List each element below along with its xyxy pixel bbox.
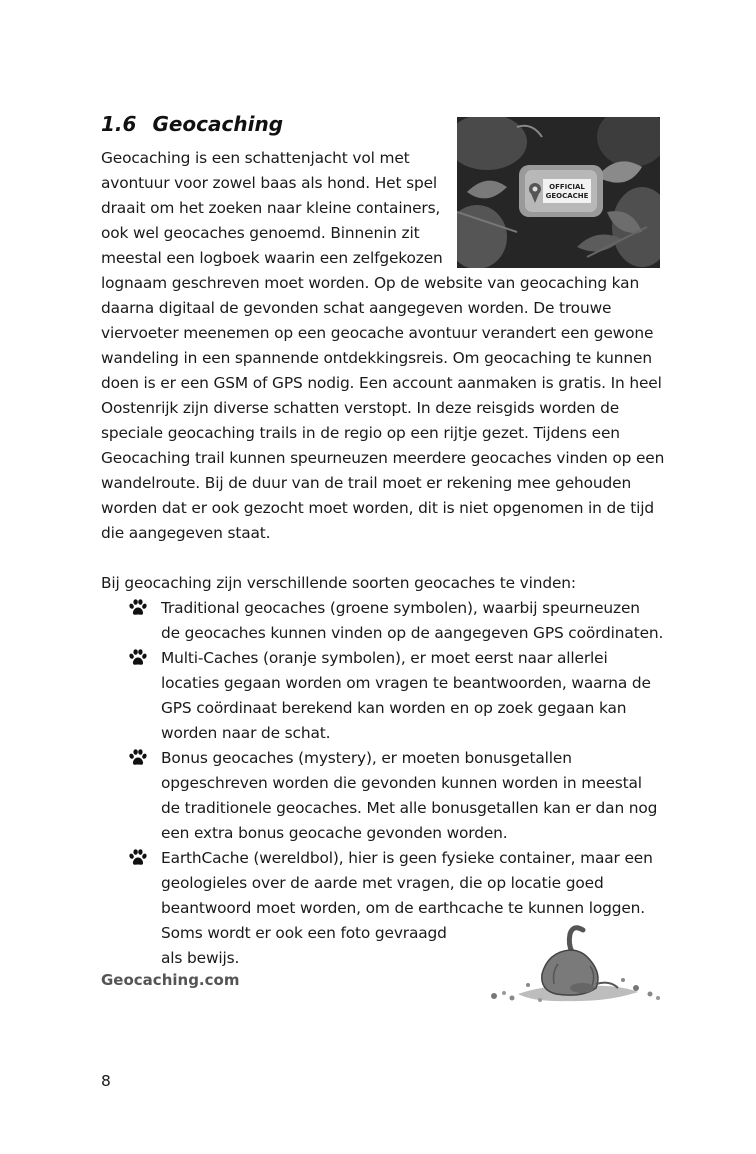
list-item-line: Multi-Caches (oranje symbolen), er moet eerst naar allerlei: [161, 649, 608, 667]
intro-line: draait om het zoeken naar kleine containers,: [101, 199, 441, 217]
page-number: 8: [101, 1072, 111, 1090]
photo-label-line1: OFFICIAL: [549, 183, 585, 191]
list-item-line: GPS coördinaat berekend kan worden en op zoek gegaan kan: [161, 699, 627, 717]
intro-line: doen is er een GSM of GPS nodig. Een account aanmaken is gratis. In heel: [101, 374, 662, 392]
intro-line: viervoeter meenemen op een geocache avontuur verandert een gewone: [101, 324, 654, 342]
section-title: Geocaching: [152, 112, 284, 136]
paw-print-icon: [128, 748, 148, 768]
list-item-line: beantwoord moet worden, om de earthcache te kunnen loggen.: [161, 899, 646, 917]
paw-print-icon: [128, 848, 148, 868]
intro-line: meestal een logboek waarin een zelfgekozen: [101, 249, 443, 267]
intro-line: lognaam geschreven moet worden. Op de website van geocaching kan: [101, 274, 640, 292]
list-item-line: Traditional geocaches (groene symbolen), waarbij speurneuzen: [161, 599, 640, 617]
list-intro: Bij geocaching zijn verschillende soorten geocaches te vinden:: [101, 574, 576, 592]
photo-label-line2: GEOCACHE: [545, 192, 589, 200]
geocache-photo: [457, 117, 660, 268]
list-item-line: Soms wordt er ook een foto gevraagd: [161, 924, 447, 942]
intro-line: speciale geocaching trails in de regio op een rijtje gezet. Tijdens een: [101, 424, 620, 442]
paw-print-icon: [128, 598, 148, 618]
intro-line: wandeling in een spannende ontdekkingsreis. Om geocaching te kunnen: [101, 349, 652, 367]
intro-line: wandelroute. Bij de duur van de trail moet er rekening mee gehouden: [101, 474, 632, 492]
intro-line: daarna digitaal de gevonden schat aangegeven worden. De trouwe: [101, 299, 612, 317]
list-item-line: de geocaches kunnen vinden op de aangegeven GPS coördinaten.: [161, 624, 664, 642]
intro-line: ook wel geocaches genoemd. Binnenin zit: [101, 224, 420, 242]
paw-print-icon: [128, 648, 148, 668]
list-item-line: geologieles over de aarde met vragen, die op locatie goed: [161, 874, 604, 892]
digging-dog-illustration: [478, 922, 664, 1006]
source-credit: Geocaching.com: [101, 971, 240, 989]
list-item-line: worden naar de schat.: [161, 724, 331, 742]
section-heading: [101, 112, 283, 136]
intro-line: Geocaching is een schattenjacht vol met: [101, 149, 410, 167]
list-item-line: als bewijs.: [161, 949, 240, 967]
intro-line: avontuur voor zowel baas als hond. Het spel: [101, 174, 438, 192]
list-item-line: een extra bonus geocache gevonden worden.: [161, 824, 508, 842]
section-number: 1.6: [101, 112, 137, 136]
list-item-line: opgeschreven worden die gevonden kunnen worden in meestal: [161, 774, 642, 792]
list-item-line: Bonus geocaches (mystery), er moeten bonusgetallen: [161, 749, 572, 767]
intro-line: die aangegeven staat.: [101, 524, 271, 542]
list-item-line: locaties gegaan worden om vragen te beantwoorden, waarna de: [161, 674, 651, 692]
list-item-line: EarthCache (wereldbol), hier is geen fysieke container, maar een: [161, 849, 653, 867]
intro-line: Oostenrijk zijn diverse schatten verstopt. In deze reisgids worden de: [101, 399, 620, 417]
intro-line: Geocaching trail kunnen speurneuzen meerdere geocaches vinden op een: [101, 449, 665, 467]
intro-line: worden dat er ook gezocht moet worden, dit is niet opgenomen in de tijd: [101, 499, 654, 517]
list-item-line: de traditionele geocaches. Met alle bonusgetallen kan er dan nog: [161, 799, 658, 817]
